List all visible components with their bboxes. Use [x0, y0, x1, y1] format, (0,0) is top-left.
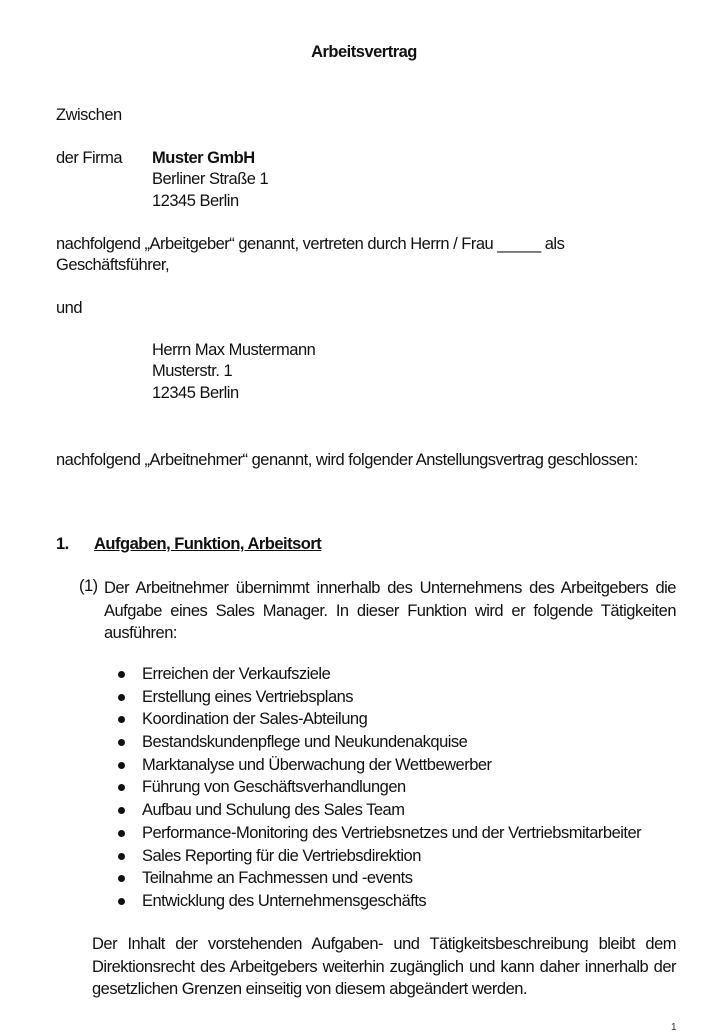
bullet-icon — [118, 875, 125, 882]
bullet-icon — [118, 807, 125, 814]
task-text: Teilnahme an Fachmessen und -events — [142, 869, 413, 888]
task-text: Koordination der Sales-Abteilung — [142, 710, 368, 729]
page-number: 1 — [670, 1022, 676, 1033]
employee-city: 12345 Berlin — [152, 384, 239, 402]
section-number: 1. — [56, 535, 69, 553]
section-heading: Aufgaben, Funktion, Arbeitsort — [94, 535, 322, 553]
closing-paragraph: Der Inhalt der vorstehenden Aufgaben- und Tätigkeitsbeschreibung bleibt dem Direktionsrecht des Arbeitgebers weiterhin zugänglich und kann daher innerhalb der gesetzlichen Grenzen einseitig von diesem abgeändert werden. — [92, 935, 676, 998]
employee-name: Herrn Max Mustermann — [152, 341, 316, 359]
bullet-icon — [118, 739, 125, 746]
bullet-icon — [118, 830, 125, 837]
employee-street: Musterstr. 1 — [152, 362, 233, 380]
bullet-icon — [118, 898, 125, 905]
employer-street: Berliner Straße 1 — [152, 170, 269, 188]
bullet-icon — [118, 671, 125, 678]
task-text: Sales Reporting für die Vertriebsdirektion — [142, 846, 421, 865]
task-text: Performance-Monitoring des Vertriebsnetzes und der Vertriebsmitarbeiter — [142, 823, 642, 842]
employer-city: 12345 Berlin — [152, 192, 239, 210]
task-text: Entwicklung des Unternehmensgeschäfts — [142, 891, 427, 910]
task-text: Erreichen der Verkaufsziele — [142, 665, 331, 683]
employer-name: Muster GmbH — [152, 149, 255, 167]
paragraph-text: Der Arbeitnehmer übernimmt innerhalb des Unternehmens des Arbeitgebers die Aufgabe eines Sales Manager. In dieser Funktion wird er folgende Tätigkeiten ausführen: — [104, 579, 676, 642]
task-text: Marktanalyse und Überwachung der Wettbewerber — [142, 755, 492, 774]
task-text: Erstellung eines Vertriebsplans — [142, 687, 354, 706]
bullet-icon — [118, 694, 125, 701]
employee-clause: nachfolgend „Arbeitnehmer“ genannt, wird folgender Anstellungsvertrag geschlossen: — [56, 451, 638, 469]
bullet-icon — [118, 853, 125, 860]
between-label: Zwischen — [56, 106, 122, 124]
paragraph-number: (1) — [79, 577, 98, 595]
and-label: und — [56, 299, 83, 317]
employer-clause-line1: nachfolgend „Arbeitgeber“ genannt, vertreten durch Herrn / Frau _____ als — [56, 235, 565, 253]
task-text: Führung von Geschäftsverhandlungen — [142, 778, 406, 797]
bullet-icon — [118, 784, 125, 791]
bullet-icon — [118, 716, 125, 723]
document-title: Arbeitsvertrag — [311, 43, 417, 61]
employer-clause-line2: Geschäftsführer, — [56, 256, 170, 274]
task-text: Aufbau und Schulung des Sales Team — [142, 801, 405, 820]
task-text: Bestandskundenpflege und Neukundenakquise — [142, 733, 468, 752]
bullet-icon — [118, 762, 125, 769]
employer-label: der Firma — [56, 149, 123, 167]
